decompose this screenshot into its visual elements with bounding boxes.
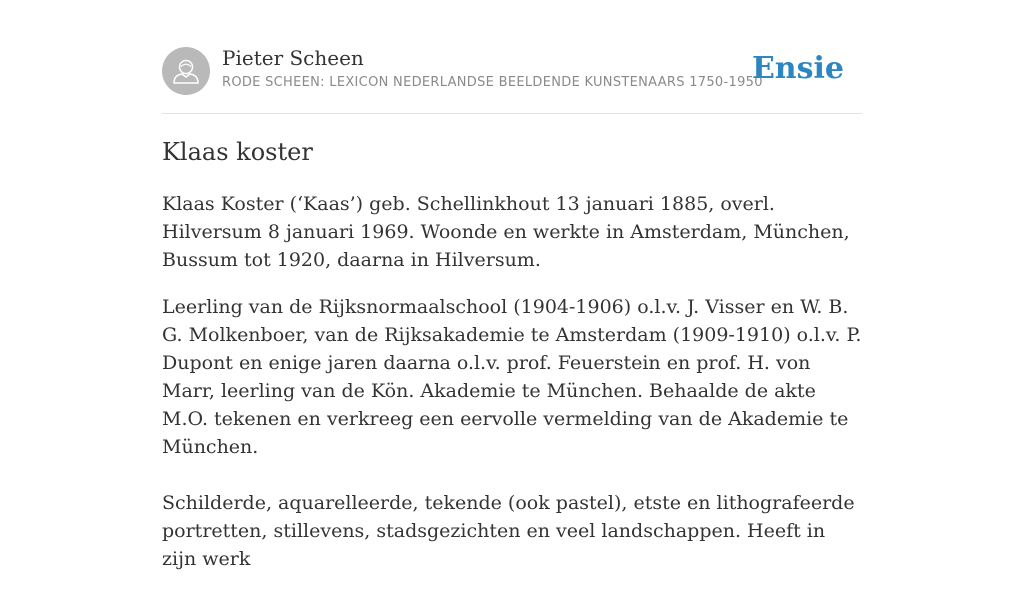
brand-logo[interactable]: Ensie [751,51,844,86]
author-name[interactable]: Pieter Scheen [222,46,364,70]
user-outline-icon [162,47,210,95]
article-paragraph: Klaas Koster (‘Kaas’) geb. Schellinkhout 13 januari 1885, overl. Hilversum 8 januari 1969. Woonde en werkte in Amsterdam, München, Bussum tot 1920, daarna in Hilversum. [162,193,850,271]
avatar[interactable] [162,47,210,95]
article-body [162,190,862,592]
author-header [162,44,862,114]
article-paragraph: Leerling van de Rijksnormaalschool (1904-1906) o.l.v. J. Visser en W. B. G. Molkenboer, van de Rijksakademie te Amsterdam (1909-1910) o.l.v. P. Dupont en enige jaren daarna o.l.v. prof. Feuerstein en prof. H. von Marr, leerling van de Kön. Akademie te München. Behaalde de akte M.O. tekenen en verkreeg een eervolle vermelding van de Akademie te München. Schilderde, aquarelleerde, tekende (ook pastel), etste en lithografeerde portretten, stillevens, stadsgezichten en veel landschappen. Heeft in zijn werk [162,296,862,570]
article-title: Klaas koster [162,138,313,166]
source-label: RODE SCHEEN: LEXICON NEDERLANDSE BEELDENDE KUNSTENAARS 1750-1950 [222,75,763,90]
